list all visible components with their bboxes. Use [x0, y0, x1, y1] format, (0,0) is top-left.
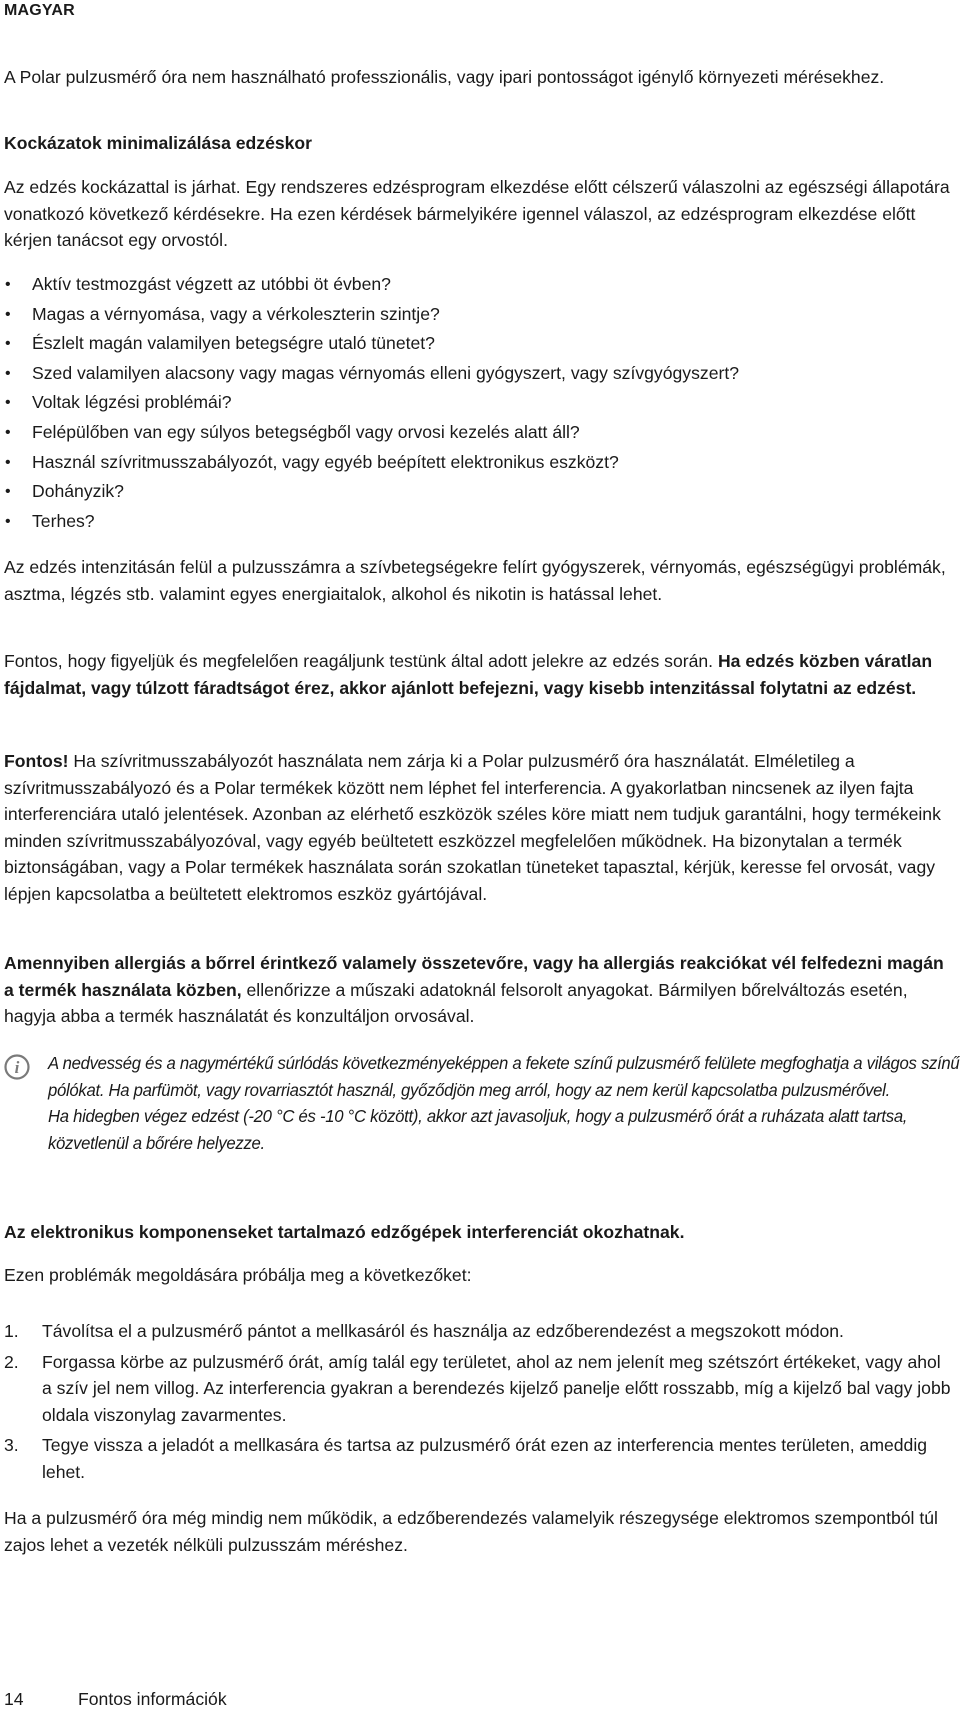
list-item: • Felépülőben van egy súlyos betegségből vagy orvosi kezelés alatt áll?: [4, 418, 954, 448]
page-footer: [4, 1688, 227, 1710]
interference-lead-block: [4, 1262, 954, 1289]
interference-heading-block: [4, 1219, 954, 1246]
interference-heading: Az elektronikus komponenseket tartalmazó edzőgépek interferenciát okozhatnak.: [4, 1222, 685, 1242]
pacemaker-block: [4, 748, 954, 907]
steps-list: [4, 1318, 954, 1485]
list-item: 2. Forgassa körbe az pulzusmérő órát, amíg talál egy területet, ahol az nem jelenít meg szétszórt értékeket, vagy ahol a szív jel nem villog. Az interferencia gyakran a berendezés kijelző panelje előtt rosszabb, míg a kijelző bal vagy jobb oldala viszonylag zavarmentes.: [4, 1351, 951, 1425]
bullet-icon: •: [5, 276, 11, 293]
list-item: • Dohányzik?: [4, 477, 954, 507]
list-item: • Magas a vérnyomása, vagy a vérkoleszterin szintje?: [4, 300, 954, 330]
bullet-icon: •: [5, 394, 11, 412]
bullet-icon: •: [5, 483, 11, 501]
risk-paragraph-block: [4, 174, 954, 254]
page-number: 14: [4, 1689, 24, 1709]
list-item: • Aktív testmozgást végzett az utóbbi öt évben?: [4, 270, 954, 300]
question-list-block: [4, 270, 954, 536]
footer-section-title: Fontos információk: [78, 1689, 227, 1709]
bullet-icon: •: [5, 453, 11, 471]
list-item: • Észlelt magán valamilyen betegségre utaló tünetet?: [4, 329, 954, 359]
intensity-block: [4, 554, 954, 607]
list-item: • Terhes?: [4, 507, 954, 537]
signals-block: [4, 648, 954, 701]
closing-block: [4, 1505, 954, 1558]
allergy-block: [4, 950, 954, 1030]
info-note-text: [48, 1050, 960, 1156]
svg-text:i: i: [14, 1058, 20, 1077]
risk-paragraph: Az edzés kockázattal is járhat. Egy rendszeres edzésprogram elkezdése előtt célszerű válaszolni az egészségi állapotára vonatkozó következő kérdésekre. Ha ezen kérdések bármelyikére igennel válaszol, az edzésprogram elkezdése előtt kérjen tanácsot egy orvostól.: [4, 177, 950, 250]
list-item: • Használ szívritmusszabályozót, vagy egyéb beépített elektronikus eszközt?: [4, 448, 954, 478]
intensity-paragraph: Az edzés intenzitásán felül a pulzusszámra a szívbetegségekre felírt gyógyszerek, vérnyomás, egészségügyi problémák, asztma, légzés stb. valamint egyes energiaitalok, alkohol és nikotin is hatással lehet.: [4, 557, 946, 604]
list-item: 3. Tegye vissza a jeladót a mellkasára és tartsa az pulzusmérő órát ezen az interferencia mentes területen, ameddig lehet.: [4, 1435, 928, 1482]
steps-block: [4, 1318, 954, 1485]
intro-block: [4, 64, 954, 91]
pacemaker-paragraph: Fontos! Ha szívritmusszabályozót használata nem zárja ki a Polar pulzusmérő óra használatát. Elméletileg a szívritmusszabályozó és a Polar termékek között nem léphet fel interferencia. A gyakorlatban nincsenek az ilyen fajta interferenciára utaló jelentések. Azonban az elérhető eszközök széles köre miatt nem tudjuk garantálni, hogy termékeink minden szívritmusszabályozóval, vagy egyéb beültetett eszközzel megfelelően működnek. Ha bizonytalan a termék biztonságában, vagy a Polar termékek használata során szokatlan tüneteket tapasztal, kérjük, keresse fel orvosát, vagy lépjen kapcsolatba a beültetett elektromos eszköz gyártójával.: [4, 751, 941, 904]
info-note-line-2: Ha hidegben végez edzést (-20 °C és -10 °C között), akkor azt javasoljuk, hogy a pulzusmérő órát a ruházata alatt tartsa, közvetlenül a bőrére helyezze.: [48, 1106, 908, 1153]
intro-paragraph: A Polar pulzusmérő óra nem használható professzionális, vagy ipari pontosságot igénylő környezeti mérésekhez.: [4, 67, 885, 87]
bullet-icon: •: [5, 335, 11, 353]
risk-section: [4, 130, 954, 157]
closing-paragraph: Ha a pulzusmérő óra még mindig nem működik, a edzőberendezés valamelyik részegysége elektromos szempontból túl zajos lehet a vezeték nélküli pulzusszám méréshez.: [4, 1508, 938, 1555]
risk-heading: Kockázatok minimalizálása edzéskor: [4, 133, 313, 153]
list-item: 1. Távolítsa el a pulzusmérő pántot a mellkasáról és használja az edzőberendezést a megszokott módon.: [4, 1321, 844, 1341]
list-item: • Szed valamilyen alacsony vagy magas vérnyomás elleni gyógyszert, vagy szívgyógyszert?: [4, 359, 954, 389]
language-label: MAGYAR: [4, 2, 75, 19]
question-list: [4, 270, 954, 536]
bullet-icon: •: [5, 364, 11, 382]
signals-paragraph: Fontos, hogy figyeljük és megfelelően reagáljunk testünk által adott jelekre az edzés során. Ha edzés közben váratlan fájdalmat, vagy túlzott fáradtságot érez, akkor ajánlott befejezni, vagy kisebb intenzitással folytatni az edzést.: [4, 651, 933, 698]
bullet-icon: •: [5, 423, 11, 441]
interference-lead: Ezen problémák megoldására próbálja meg a következőket:: [4, 1265, 472, 1285]
list-item: • Voltak légzési problémái?: [4, 388, 954, 418]
info-icon: [4, 1054, 30, 1080]
bullet-icon: •: [5, 512, 11, 530]
allergy-paragraph: Amennyiben allergiás a bőrrel érintkező valamely összetevőre, vagy ha allergiás reakciókat vél felfedezni magán a termék használata közben, ellenőrizze a műszaki adatoknál felsorolt anyagokat. Bármilyen bőrelváltozás esetén, hagyja abba a termék használatát és konzultáljon orvosával.: [4, 953, 944, 1026]
info-note-line-1: A nedvesség és a nagymértékű súrlódás következményeképpen a fekete színű pulzusmérő felülete megfoghatja a világos színű pólókat. Ha parfümöt, vagy rovarriasztót használ, győződjön meg arról, hogy az nem kerül kapcsolatba pulzusmérővel.: [48, 1053, 960, 1100]
bullet-icon: •: [5, 305, 11, 323]
info-note: [4, 1050, 960, 1156]
